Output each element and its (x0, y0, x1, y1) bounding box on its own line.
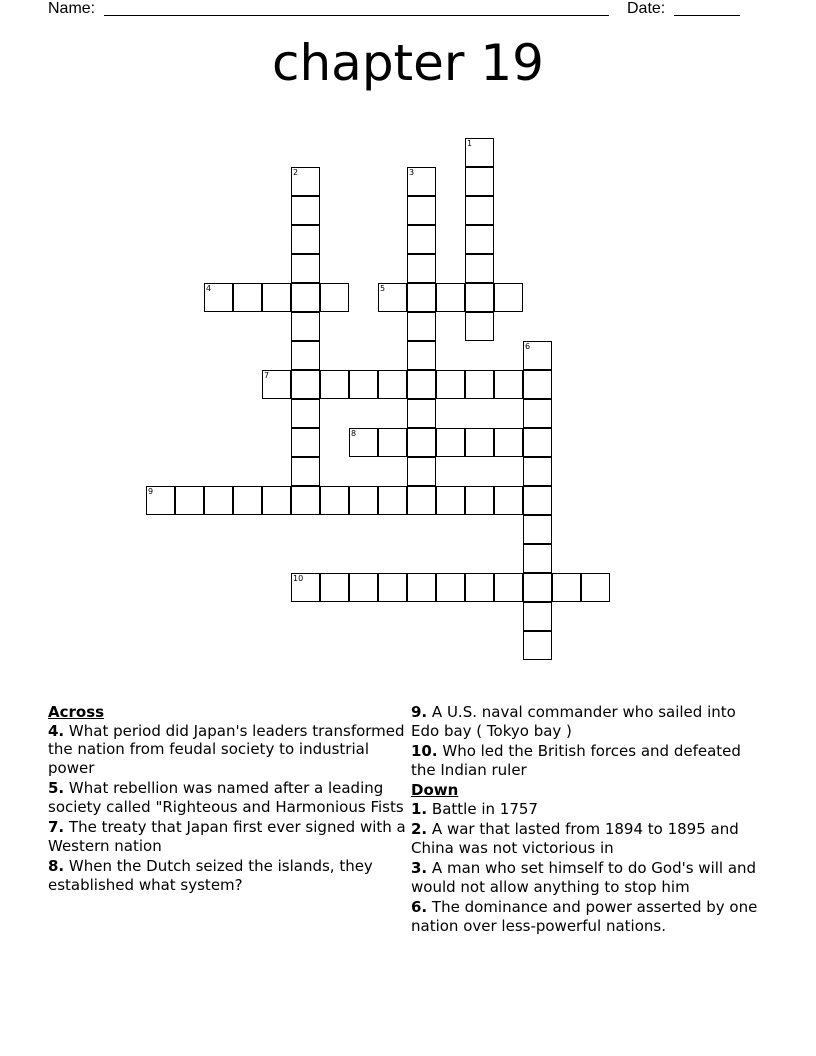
grid-cell[interactable] (436, 283, 465, 312)
grid-cell[interactable] (378, 370, 407, 399)
grid-cell[interactable] (494, 283, 523, 312)
cell-number: 7 (264, 371, 270, 380)
grid-cell[interactable] (204, 283, 233, 312)
grid-cell[interactable] (523, 486, 552, 515)
grid-cell[interactable] (523, 428, 552, 457)
clue-text: What period did Japan's leaders transformed the nation from feudal society to industrial power (48, 721, 405, 777)
grid-cell[interactable] (465, 573, 494, 602)
grid-cell[interactable] (407, 254, 436, 283)
grid-cell[interactable] (204, 486, 233, 515)
grid-cell[interactable] (494, 486, 523, 515)
cell-number: 9 (148, 487, 154, 496)
cell-number: 8 (351, 429, 357, 438)
clue-number: 5. (48, 779, 65, 797)
clue-number: 6. (411, 898, 428, 916)
grid-cell[interactable] (436, 370, 465, 399)
cell-number: 6 (525, 342, 531, 351)
clue-text: Who led the British forces and defeated the Indian ruler (411, 742, 741, 779)
clue-text: A U.S. naval commander who sailed into Edo bay ( Tokyo bay ) (411, 703, 736, 740)
clue-number: 3. (411, 859, 428, 877)
clues-column-1 (48, 703, 408, 896)
grid-cell[interactable] (320, 283, 349, 312)
clue-down-1 (411, 800, 761, 819)
across-heading: Across (48, 703, 105, 721)
grid-cell[interactable] (291, 225, 320, 254)
grid-cell[interactable] (465, 196, 494, 225)
grid-cell[interactable] (552, 573, 581, 602)
cell-number: 5 (380, 284, 386, 293)
clue-across-4 (48, 722, 408, 778)
grid-cell[interactable] (436, 428, 465, 457)
down-heading: Down (411, 781, 459, 799)
grid-cell[interactable] (494, 573, 523, 602)
grid-cell[interactable] (146, 486, 175, 515)
grid-cell[interactable] (291, 573, 320, 602)
grid-cell[interactable] (320, 486, 349, 515)
cell-number: 2 (293, 168, 299, 177)
clue-text: A man who set himself to do God's will and would not allow anything to stop him (411, 859, 757, 896)
grid-cell[interactable] (523, 457, 552, 486)
grid-cell[interactable] (291, 428, 320, 457)
clue-number: 2. (411, 820, 428, 838)
clue-number: 7. (48, 818, 65, 836)
clue-across-10 (411, 742, 761, 779)
grid-cell[interactable] (494, 370, 523, 399)
grid-cell[interactable] (407, 225, 436, 254)
grid-cell[interactable] (291, 196, 320, 225)
grid-cell[interactable] (407, 370, 436, 399)
grid-cell[interactable] (465, 486, 494, 515)
clue-across-5 (48, 779, 408, 816)
grid-cell[interactable] (581, 573, 610, 602)
clue-number: 1. (411, 799, 428, 818)
grid-cell[interactable] (320, 370, 349, 399)
grid-cell[interactable] (465, 167, 494, 196)
grid-cell[interactable] (291, 370, 320, 399)
grid-cell[interactable] (378, 573, 407, 602)
grid-cell[interactable] (291, 399, 320, 428)
grid-cell[interactable] (465, 254, 494, 283)
grid-cell[interactable] (291, 283, 320, 312)
cell-number: 3 (409, 168, 415, 177)
grid-cell[interactable] (291, 312, 320, 341)
clue-text: When the Dutch seized the islands, they established what system? (48, 857, 373, 894)
cell-number: 4 (206, 284, 212, 293)
grid-cell[interactable] (233, 283, 262, 312)
clue-number: 10. (411, 742, 438, 760)
grid-cell[interactable] (291, 341, 320, 370)
grid-cell[interactable] (262, 370, 291, 399)
clue-number: 8. (48, 857, 65, 875)
grid-cell[interactable] (407, 573, 436, 602)
grid-cell[interactable] (465, 138, 494, 167)
grid-cell[interactable] (407, 312, 436, 341)
grid-cell[interactable] (407, 196, 436, 225)
grid-cell[interactable] (436, 486, 465, 515)
clue-text: What rebellion was named after a leading society called "Righteous and Harmonious Fists (48, 779, 404, 816)
grid-cell[interactable] (465, 312, 494, 341)
grid-cell[interactable] (465, 428, 494, 457)
grid-cell[interactable] (523, 631, 552, 660)
grid-cell[interactable] (494, 428, 523, 457)
grid-cell[interactable] (291, 167, 320, 196)
grid-cell[interactable] (291, 457, 320, 486)
grid-cell[interactable] (262, 486, 291, 515)
grid-cell[interactable] (349, 573, 378, 602)
grid-cell[interactable] (262, 283, 291, 312)
grid-cell[interactable] (407, 167, 436, 196)
clue-across-7 (48, 818, 408, 855)
grid-cell[interactable] (407, 341, 436, 370)
grid-cell[interactable] (465, 225, 494, 254)
grid-cell[interactable] (465, 370, 494, 399)
date-label: Date: (627, 0, 666, 17)
grid-cell[interactable] (407, 283, 436, 312)
grid-cell[interactable] (291, 254, 320, 283)
grid-cell[interactable] (436, 573, 465, 602)
clue-across-8 (48, 857, 408, 894)
grid-cell[interactable] (523, 602, 552, 631)
grid-cell[interactable] (349, 370, 378, 399)
grid-cell[interactable] (349, 428, 378, 457)
grid-cell[interactable] (175, 486, 204, 515)
clues-column-2 (411, 703, 761, 937)
grid-cell[interactable] (349, 486, 378, 515)
cell-number: 10 (293, 574, 304, 583)
grid-cell[interactable] (378, 486, 407, 515)
grid-cell[interactable] (523, 544, 552, 573)
grid-cell[interactable] (407, 399, 436, 428)
clue-text: The dominance and power asserted by one nation over less-powerful nations. (411, 898, 758, 935)
cell-number: 1 (467, 139, 473, 148)
grid-cell[interactable] (523, 573, 552, 602)
page-title: chapter 19 (272, 34, 544, 92)
clue-text: Battle in 1757 (431, 799, 538, 818)
grid-cell[interactable] (523, 370, 552, 399)
grid-cell[interactable] (291, 486, 320, 515)
grid-cell[interactable] (465, 283, 494, 312)
clue-text: A war that lasted from 1894 to 1895 and China was not victorious in (411, 820, 739, 857)
grid-cell[interactable] (378, 428, 407, 457)
grid-cell[interactable] (523, 515, 552, 544)
grid-cell[interactable] (407, 486, 436, 515)
clue-down-3 (411, 859, 761, 896)
grid-cell[interactable] (523, 341, 552, 370)
clue-number: 4. (48, 721, 65, 740)
grid-cell[interactable] (407, 457, 436, 486)
clue-down-6 (411, 898, 761, 935)
clue-across-9 (411, 703, 761, 740)
grid-cell[interactable] (378, 283, 407, 312)
clue-number: 9. (411, 703, 428, 721)
clue-text: The treaty that Japan first ever signed with a Western nation (48, 818, 406, 855)
grid-cell[interactable] (407, 428, 436, 457)
grid-cell[interactable] (320, 573, 349, 602)
grid-cell[interactable] (233, 486, 262, 515)
name-label: Name: (48, 0, 96, 17)
grid-cell[interactable] (523, 399, 552, 428)
clue-down-2 (411, 820, 761, 857)
